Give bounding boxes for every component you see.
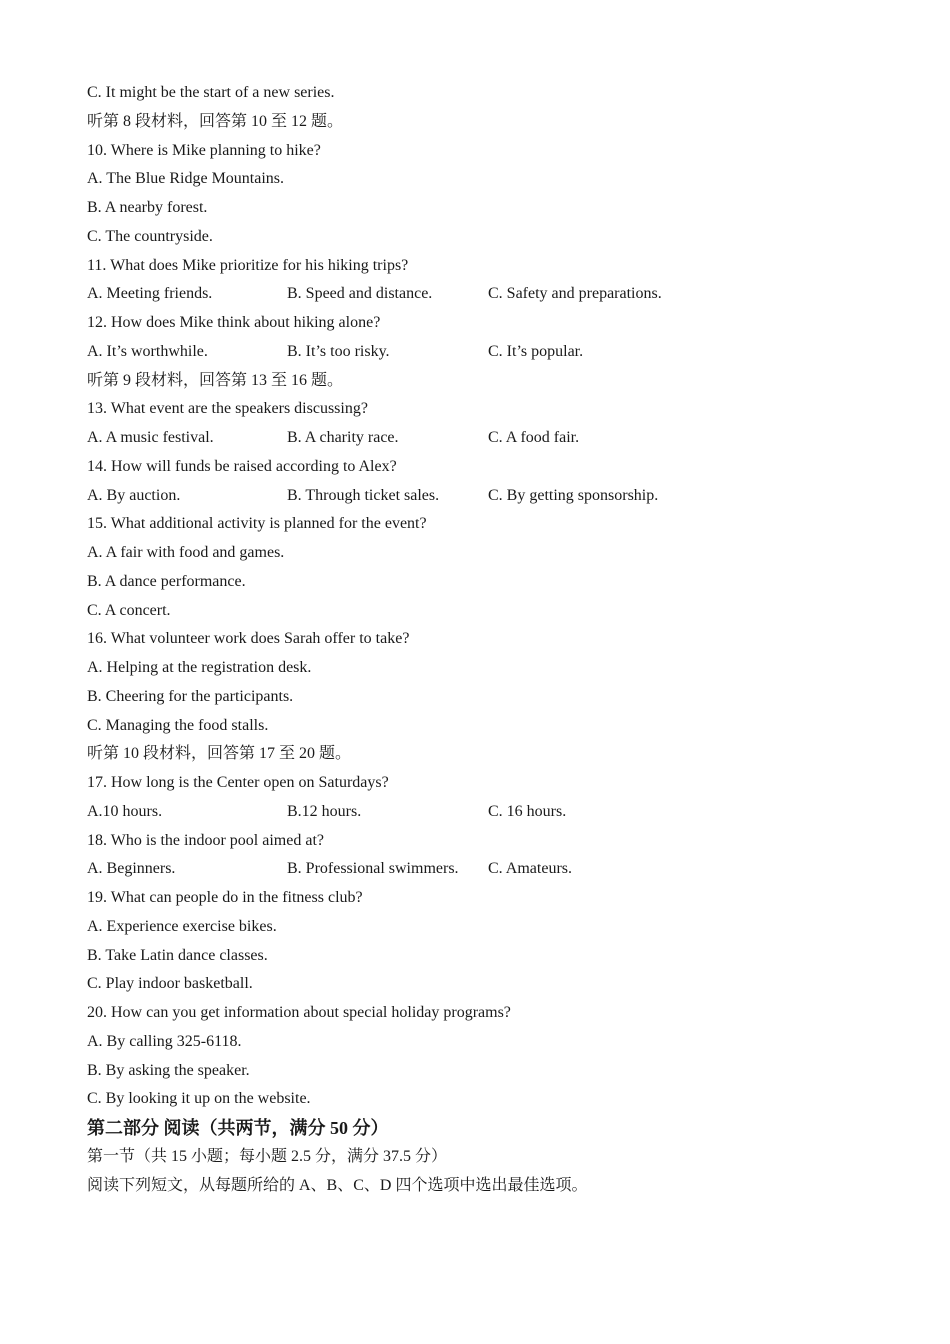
text-line: 17. How long is the Center open on Saturdays? bbox=[87, 774, 389, 791]
text-line: C. Play indoor basketball. bbox=[87, 975, 253, 993]
text-line: 听第 9 段材料，回答第 13 至 16 题。 bbox=[87, 371, 344, 389]
answer-option: A. Meeting friends. bbox=[87, 285, 213, 303]
text-line: B. Cheering for the participants. bbox=[87, 687, 294, 705]
option-row bbox=[87, 798, 887, 827]
answer-option: C. 16 hours. bbox=[488, 802, 567, 820]
text-line: 第一节（共 15 小题；每小题 2.5 分，满分 37.5 分） bbox=[87, 1147, 448, 1165]
text-line: B. A dance performance. bbox=[87, 572, 246, 590]
text-line: B. A nearby forest. bbox=[87, 199, 208, 216]
text-line: 11. What does Mike prioritize for his hiking trips? bbox=[87, 256, 409, 274]
answer-option: A. By auction. bbox=[87, 486, 181, 504]
answer-option: B.12 hours. bbox=[287, 802, 362, 820]
text-line: C. The countryside. bbox=[87, 227, 213, 245]
text-line: 18. Who is the indoor pool aimed at? bbox=[87, 831, 324, 849]
text-line: B. Take Latin dance classes. bbox=[87, 946, 268, 964]
text-line: C. It might be the start of a new series. bbox=[87, 84, 335, 101]
text-line: C. A concert. bbox=[87, 601, 171, 619]
text-line: 阅读下列短文，从每题所给的 A、B、C、D 四个选项中选出最佳选项。 bbox=[87, 1176, 588, 1194]
text-line: A. A fair with food and games. bbox=[87, 544, 285, 561]
text-line: A. Experience exercise bikes. bbox=[87, 917, 277, 935]
text-line: 20. How can you get information about special holiday programs? bbox=[87, 1004, 511, 1021]
answer-option: B. It’s too risky. bbox=[287, 342, 390, 360]
text-line: 10. Where is Mike planning to hike? bbox=[87, 141, 321, 159]
text-line: B. By asking the speaker. bbox=[87, 1061, 250, 1079]
text-line: C. By looking it up on the website. bbox=[87, 1090, 311, 1108]
answer-option: A.10 hours. bbox=[87, 802, 163, 820]
text-line: 19. What can people do in the fitness club? bbox=[87, 889, 363, 906]
answer-option: B. Speed and distance. bbox=[287, 285, 433, 303]
text-line: 听第 8 段材料，回答第 10 至 12 题。 bbox=[87, 112, 344, 130]
answer-option: C. By getting sponsorship. bbox=[488, 486, 659, 504]
answer-option: A. It’s worthwhile. bbox=[87, 342, 208, 360]
exam-page bbox=[87, 79, 887, 1200]
answer-option: A. Beginners. bbox=[87, 860, 176, 878]
option-row bbox=[87, 338, 887, 367]
text-line: C. Managing the food stalls. bbox=[87, 716, 269, 734]
answer-option: B. A charity race. bbox=[287, 429, 399, 446]
text-line: 16. What volunteer work does Sarah offer to take? bbox=[87, 630, 410, 648]
answer-option: C. Safety and preparations. bbox=[488, 285, 662, 303]
option-row bbox=[87, 482, 887, 511]
answer-option: B. Through ticket sales. bbox=[287, 486, 440, 504]
answer-option: C. A food fair. bbox=[488, 429, 580, 446]
text-line: A. By calling 325-6118. bbox=[87, 1032, 242, 1050]
answer-option: A. A music festival. bbox=[87, 429, 214, 446]
text-line: 12. How does Mike think about hiking alone? bbox=[87, 314, 381, 331]
section-heading: 第二部分 阅读（共两节，满分 50 分） bbox=[87, 1118, 389, 1138]
option-row bbox=[87, 424, 887, 453]
text-line: 14. How will funds be raised according to Alex? bbox=[87, 457, 397, 475]
answer-option: C. Amateurs. bbox=[488, 860, 572, 878]
text-line: A. Helping at the registration desk. bbox=[87, 659, 312, 676]
text-line: 13. What event are the speakers discussing? bbox=[87, 400, 368, 418]
option-row bbox=[87, 855, 887, 884]
text-line: 听第 10 段材料，回答第 17 至 20 题。 bbox=[87, 745, 352, 763]
answer-option: C. It’s popular. bbox=[488, 342, 584, 360]
text-line: 15. What additional activity is planned for the event? bbox=[87, 515, 427, 533]
text-line: A. The Blue Ridge Mountains. bbox=[87, 170, 285, 188]
answer-option: B. Professional swimmers. bbox=[287, 860, 459, 878]
option-row bbox=[87, 280, 887, 309]
